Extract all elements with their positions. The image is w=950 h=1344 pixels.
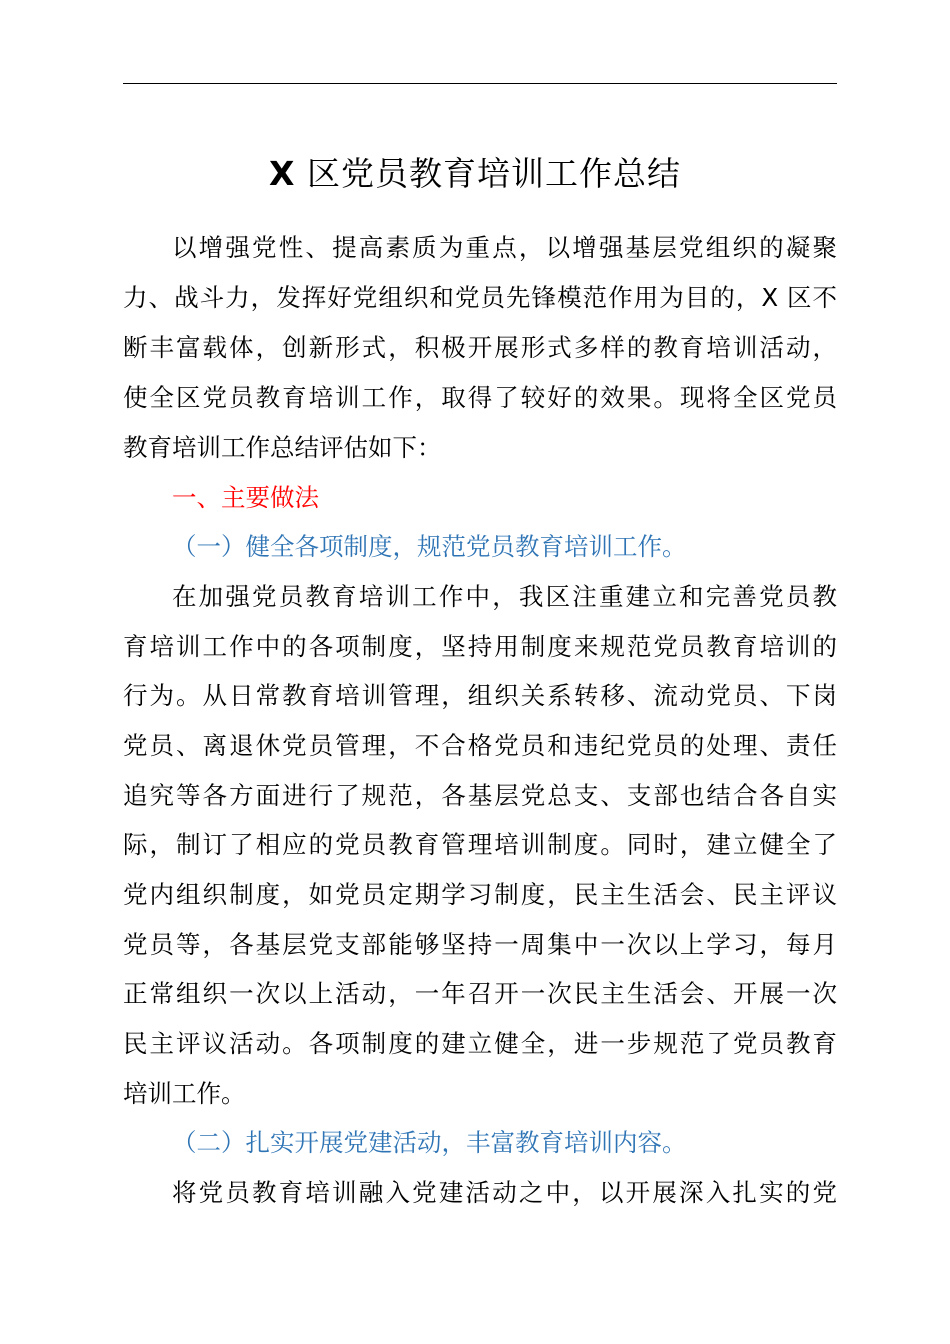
sub1-line-1: 在加强党员教育培训工作中，我区注重建立和完善党员教 bbox=[172, 582, 837, 611]
sub2-line-1: 将党员教育培训融入党建活动之中，以开展深入扎实的党 bbox=[172, 1178, 837, 1207]
sub1-line-2: 育培训工作中的各项制度，坚持用制度来规范党员教育培训的 bbox=[123, 632, 837, 661]
intro-line-4: 使全区党员教育培训工作，取得了较好的效果。现将全区党员 bbox=[123, 383, 837, 412]
sub1-line-11: 培训工作。 bbox=[123, 1079, 246, 1108]
sub1-line-7: 党内组织制度，如党员定期学习制度，民主生活会、民主评议 bbox=[123, 880, 837, 909]
header-rule bbox=[123, 83, 837, 84]
title-text: 区党员教育培训工作总结 bbox=[295, 154, 681, 193]
intro-line-1: 以增强党性、提高素质为重点，以增强基层党组织的凝聚 bbox=[172, 233, 837, 262]
intro-line-5: 教育培训工作总结评估如下： bbox=[123, 433, 442, 462]
sub1-line-3: 行为。从日常教育培训管理，组织关系转移、流动党员、下岗 bbox=[123, 681, 837, 710]
page-title bbox=[0, 148, 950, 200]
title-x: X bbox=[269, 154, 296, 193]
sub1-line-9: 正常组织一次以上活动，一年召开一次民主生活会、开展一次 bbox=[123, 979, 837, 1008]
sub1-line-10: 民主评议活动。各项制度的建立健全，进一步规范了党员教育 bbox=[123, 1029, 837, 1058]
sub1-line-8: 党员等，各基层党支部能够坚持一周集中一次以上学习，每月 bbox=[123, 930, 837, 959]
sub1-line-6: 际，制订了相应的党员教育管理培训制度。同时，建立健全了 bbox=[123, 830, 837, 859]
sub1-line-5: 追究等各方面进行了规范，各基层党总支、支部也结合各自实 bbox=[123, 781, 837, 810]
sub2-heading: （二）扎实开展党建活动，丰富教育培训内容。 bbox=[172, 1128, 687, 1157]
intro-line-2: 力、战斗力，发挥好党组织和党员先锋模范作用为目的，X 区不 bbox=[123, 283, 837, 312]
sub1-heading: （一）健全各项制度，规范党员教育培训工作。 bbox=[172, 532, 687, 561]
sub1-line-4: 党员、离退休党员管理，不合格党员和违纪党员的处理、责任 bbox=[123, 731, 837, 760]
section1-heading: 一、主要做法 bbox=[172, 483, 319, 512]
intro-line-3: 断丰富载体，创新形式，积极开展形式多样的教育培训活动， bbox=[123, 333, 837, 362]
